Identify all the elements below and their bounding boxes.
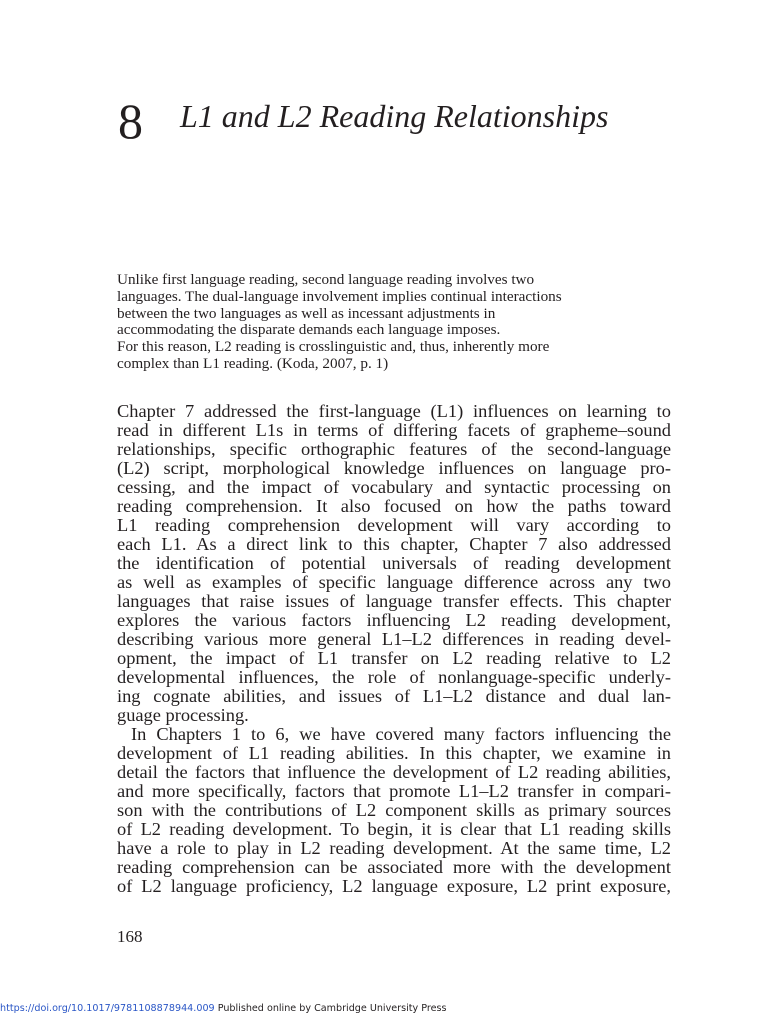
body-line: developmental influences, the role of nonlanguage-specific underly-	[117, 667, 671, 687]
chapter-number: 8	[118, 93, 143, 149]
body-line: L1 reading comprehension development will vary according to	[117, 515, 671, 535]
publication-footer	[0, 1003, 447, 1015]
body-line: as well as examples of specific language difference across any two	[117, 572, 671, 592]
epigraph-line: Unlike first language reading, second language reading involves two	[117, 271, 535, 288]
body-text	[117, 402, 671, 896]
body-line: read in different L1s in terms of differing facets of grapheme–sound	[117, 420, 671, 440]
body-line: the identification of potential universals of reading development	[117, 553, 671, 573]
body-line: of L2 reading development. To begin, it is clear that L1 reading skills	[117, 819, 671, 839]
chapter-title: L1 and L2 Reading Relationships	[180, 98, 609, 134]
doi-link[interactable]: https://doi.org/10.1017/9781108878944.009	[0, 1003, 215, 1014]
body-line: reading comprehension can be associated more with the development	[117, 857, 671, 877]
body-line: detail the factors that influence the development of L2 reading abilities,	[117, 762, 671, 782]
body-line: explores the various factors influencing L2 reading development,	[117, 610, 671, 630]
publisher-note: Published online by Cambridge University Press	[214, 1003, 447, 1014]
body-line: In Chapters 1 to 6, we have covered many factors influencing the	[131, 724, 671, 744]
body-line: describing various more general L1–L2 differences in reading devel-	[117, 629, 671, 649]
body-line: of L2 language proficiency, L2 language exposure, L2 print exposure,	[117, 876, 671, 896]
epigraph-line: languages. The dual-language involvement implies continual interactions	[117, 287, 562, 305]
epigraph-line: complex than L1 reading. (Koda, 2007, p. 1)	[117, 354, 389, 372]
epigraph-line: between the two languages as well as incessant adjustments in	[117, 304, 496, 322]
epigraph-line: accommodating the disparate demands each language imposes.	[117, 321, 501, 339]
page-number: 168	[117, 927, 143, 946]
body-line: ing cognate abilities, and issues of L1–L2 distance and dual lan-	[117, 686, 671, 706]
body-line: development of L1 reading abilities. In this chapter, we examine in	[117, 743, 671, 763]
body-line: cessing, and the impact of vocabulary and syntactic processing on	[117, 477, 671, 497]
body-line: languages that raise issues of language transfer effects. This chapter	[117, 591, 671, 611]
body-line: each L1. As a direct link to this chapter, Chapter 7 also addressed	[117, 534, 671, 554]
epigraph-line: For this reason, L2 reading is crosslinguistic and, thus, inherently more	[117, 338, 550, 356]
epigraph-quote	[117, 272, 637, 373]
body-line: relationships, specific orthographic features of the second-language	[117, 439, 671, 459]
body-line: (L2) script, morphological knowledge influences on language pro-	[117, 458, 671, 478]
body-line: have a role to play in L2 reading development. At the same time, L2	[117, 838, 671, 858]
body-line: guage processing.	[117, 705, 249, 725]
body-line: opment, the impact of L1 transfer on L2 reading relative to L2	[117, 648, 671, 668]
body-line: Chapter 7 addressed the first-language (L1) influences on learning to	[117, 401, 671, 421]
body-line: son with the contributions of L2 component skills as primary sources	[117, 800, 671, 820]
body-line: and more specifically, factors that promote L1–L2 transfer in compari-	[117, 781, 671, 801]
body-line: reading comprehension. It also focused on how the paths toward	[117, 496, 671, 516]
